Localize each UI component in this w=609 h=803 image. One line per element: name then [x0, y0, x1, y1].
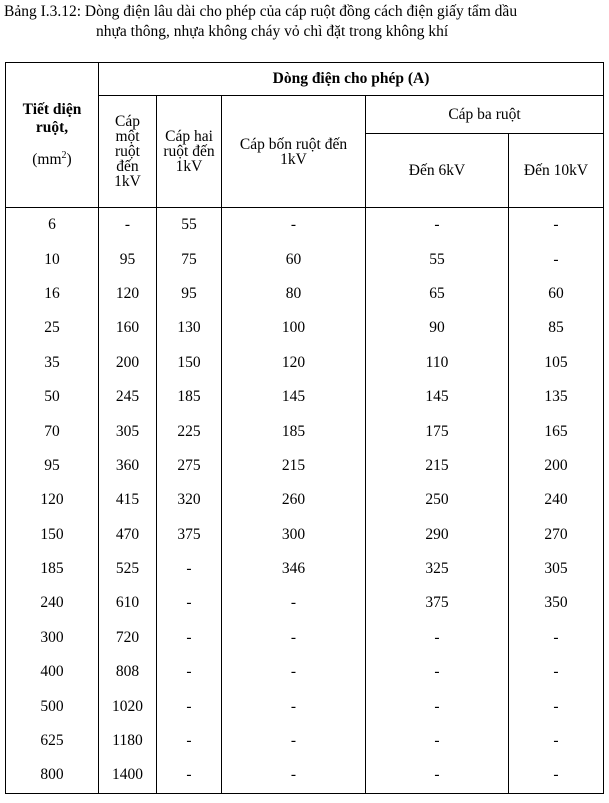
current-value-cell: 60: [509, 277, 604, 311]
table-row: [6, 724, 604, 758]
current-value-cell: 225: [157, 414, 222, 448]
cross-section-cell: 185: [6, 552, 99, 586]
current-value-cell: 305: [509, 552, 604, 586]
current-value-cell: -: [157, 655, 222, 689]
current-value-cell: -: [366, 208, 509, 243]
current-value-cell: 610: [99, 586, 157, 620]
current-value-cell: 55: [157, 208, 222, 243]
table-row: [6, 518, 604, 552]
current-value-cell: 415: [99, 483, 157, 517]
cross-section-cell: 50: [6, 380, 99, 414]
current-value-cell: -: [222, 586, 366, 620]
col-four-core-header: Cáp bốn ruột đến 1kV: [222, 96, 366, 208]
current-value-cell: -: [222, 208, 366, 243]
current-value-cell: 120: [222, 346, 366, 380]
cross-section-cell: 6: [6, 208, 99, 243]
current-value-cell: -: [366, 724, 509, 758]
current-value-cell: 95: [99, 242, 157, 276]
current-value-cell: 275: [157, 449, 222, 483]
current-value-cell: 185: [222, 414, 366, 448]
cross-section-cell: 625: [6, 724, 99, 758]
current-value-cell: -: [366, 758, 509, 793]
table-row: [6, 242, 604, 276]
current-value-cell: 720: [99, 621, 157, 655]
current-value-cell: 270: [509, 518, 604, 552]
current-value-cell: 305: [99, 414, 157, 448]
current-value-cell: -: [222, 655, 366, 689]
current-value-cell: -: [157, 724, 222, 758]
current-value-cell: -: [157, 758, 222, 793]
section-label: Tiết diện ruột,: [22, 101, 82, 136]
table-row: [6, 586, 604, 620]
current-value-cell: 470: [99, 518, 157, 552]
cross-section-cell: 10: [6, 242, 99, 276]
current-value-cell: -: [366, 621, 509, 655]
current-value-cell: -: [157, 586, 222, 620]
current-value-cell: 95: [157, 277, 222, 311]
current-value-cell: 375: [157, 518, 222, 552]
current-value-cell: -: [222, 621, 366, 655]
current-value-cell: 185: [157, 380, 222, 414]
current-value-cell: 346: [222, 552, 366, 586]
table-row: [6, 380, 604, 414]
cross-section-cell: 95: [6, 449, 99, 483]
table-row: [6, 552, 604, 586]
cross-section-cell: 800: [6, 758, 99, 793]
col-one-core-header: Cáp một ruột đến 1kV: [99, 96, 157, 208]
table-row: [6, 277, 604, 311]
current-value-cell: -: [157, 689, 222, 723]
current-value-cell: 375: [366, 586, 509, 620]
current-value-cell: 160: [99, 311, 157, 345]
current-value-cell: -: [222, 758, 366, 793]
current-value-cell: -: [222, 724, 366, 758]
current-value-cell: 200: [99, 346, 157, 380]
current-value-cell: 250: [366, 483, 509, 517]
col-three-10kv-header: Đến 10kV: [509, 134, 604, 208]
current-value-cell: -: [509, 208, 604, 243]
current-value-cell: 325: [366, 552, 509, 586]
table-row: [6, 311, 604, 345]
current-value-cell: 320: [157, 483, 222, 517]
table-caption: [4, 2, 604, 42]
cross-section-cell: 70: [6, 414, 99, 448]
table-row: [6, 621, 604, 655]
current-value-cell: -: [222, 689, 366, 723]
cross-section-cell: 16: [6, 277, 99, 311]
table-row: [6, 208, 604, 243]
cross-section-cell: 400: [6, 655, 99, 689]
current-value-cell: 360: [99, 449, 157, 483]
current-value-cell: 1020: [99, 689, 157, 723]
col-two-core-header: Cáp hai ruột đến 1kV: [157, 96, 222, 208]
current-value-cell: -: [509, 655, 604, 689]
cross-section-cell: 300: [6, 621, 99, 655]
current-value-cell: -: [366, 689, 509, 723]
current-value-cell: 808: [99, 655, 157, 689]
current-value-cell: -: [509, 689, 604, 723]
current-value-cell: -: [157, 552, 222, 586]
current-value-cell: 65: [366, 277, 509, 311]
cross-section-cell: 25: [6, 311, 99, 345]
caption-line-2: nhựa thông, nhựa không cháy vỏ chì đặt trong không khí: [96, 23, 449, 40]
current-value-cell: -: [509, 724, 604, 758]
three-core-group-header: Cáp ba ruột: [366, 96, 604, 134]
current-value-cell: 145: [222, 380, 366, 414]
current-value-cell: 1400: [99, 758, 157, 793]
current-value-cell: 75: [157, 242, 222, 276]
current-value-cell: -: [99, 208, 157, 243]
current-value-cell: -: [366, 655, 509, 689]
table-row: [6, 758, 604, 793]
current-value-cell: 260: [222, 483, 366, 517]
current-value-cell: 110: [366, 346, 509, 380]
cross-section-cell: 120: [6, 483, 99, 517]
current-value-cell: 85: [509, 311, 604, 345]
current-group-header: Dòng điện cho phép (A): [99, 63, 604, 96]
current-value-cell: 100: [222, 311, 366, 345]
current-value-cell: 245: [99, 380, 157, 414]
cross-section-cell: 500: [6, 689, 99, 723]
current-value-cell: 525: [99, 552, 157, 586]
current-value-cell: 300: [222, 518, 366, 552]
current-value-cell: 165: [509, 414, 604, 448]
current-value-cell: 350: [509, 586, 604, 620]
cross-section-cell: 150: [6, 518, 99, 552]
caption-line-1: Bảng I.3.12: Dòng điện lâu dài cho phép của cáp ruột đồng cách điện giấy tẩm dầu: [4, 3, 518, 20]
current-value-cell: 80: [222, 277, 366, 311]
current-value-cell: 90: [366, 311, 509, 345]
current-value-cell: 215: [366, 449, 509, 483]
current-value-cell: 130: [157, 311, 222, 345]
table-row: [6, 483, 604, 517]
current-value-cell: -: [509, 621, 604, 655]
cross-section-cell: 35: [6, 346, 99, 380]
current-value-cell: 175: [366, 414, 509, 448]
col-three-6kv-header: Đến 6kV: [366, 134, 509, 208]
current-value-cell: 150: [157, 346, 222, 380]
current-value-cell: 1180: [99, 724, 157, 758]
table-row: [6, 449, 604, 483]
table-row: [6, 346, 604, 380]
table-body: [6, 208, 604, 794]
current-value-cell: 145: [366, 380, 509, 414]
section-header: [6, 63, 99, 208]
current-value-cell: 135: [509, 380, 604, 414]
current-value-cell: -: [157, 621, 222, 655]
section-unit: $(mm^2)$: [32, 149, 72, 168]
current-value-cell: 60: [222, 242, 366, 276]
current-value-cell: 120: [99, 277, 157, 311]
current-value-cell: 215: [222, 449, 366, 483]
current-value-cell: -: [509, 242, 604, 276]
current-value-cell: 290: [366, 518, 509, 552]
cross-section-cell: 240: [6, 586, 99, 620]
current-rating-table: [5, 62, 604, 794]
current-value-cell: -: [509, 758, 604, 793]
table-row: [6, 414, 604, 448]
current-value-cell: 55: [366, 242, 509, 276]
current-value-cell: 240: [509, 483, 604, 517]
current-value-cell: 105: [509, 346, 604, 380]
table-row: [6, 655, 604, 689]
current-value-cell: 200: [509, 449, 604, 483]
table-row: [6, 689, 604, 723]
